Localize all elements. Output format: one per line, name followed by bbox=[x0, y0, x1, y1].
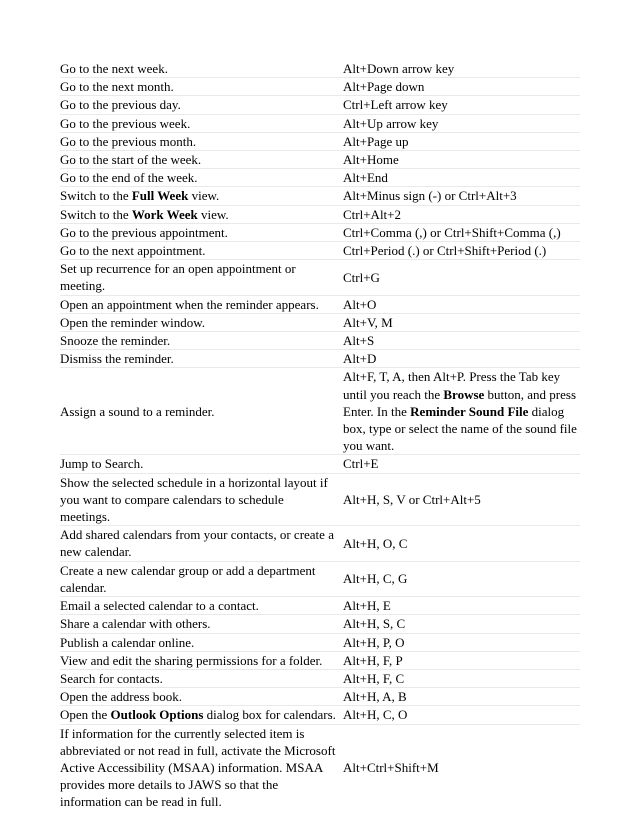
action-cell bbox=[60, 368, 343, 455]
shortcut-keys-cell bbox=[343, 114, 580, 132]
shortcut-keys-cell bbox=[343, 651, 580, 669]
table-row bbox=[60, 114, 580, 132]
table-row bbox=[60, 526, 580, 561]
table-row bbox=[60, 96, 580, 114]
text-segment: Ctrl+Left arrow key bbox=[343, 97, 448, 113]
text-segment: Open the bbox=[60, 707, 111, 723]
action-cell bbox=[60, 78, 343, 96]
text-segment: Alt+Minus sign (-) or Ctrl+Alt+3 bbox=[343, 188, 517, 204]
shortcut-keys-cell bbox=[343, 151, 580, 169]
shortcut-keys-cell bbox=[343, 205, 580, 223]
text-segment: Alt+Down arrow key bbox=[343, 61, 455, 76]
action-cell bbox=[60, 169, 343, 187]
text-segment: Alt+V, M bbox=[343, 314, 393, 330]
text-segment: view. bbox=[197, 206, 229, 222]
shortcut-keys-cell bbox=[343, 313, 580, 331]
text-segment: Alt+H, P, O bbox=[343, 634, 405, 650]
text-segment: Go to the end of the week. bbox=[60, 170, 198, 186]
text-segment: Alt+F, T, A, then Alt+P. Press the Tab key until you reach the bbox=[343, 369, 561, 402]
table-row bbox=[60, 651, 580, 669]
shortcut-keys-cell bbox=[343, 187, 580, 205]
shortcut-keys-cell bbox=[343, 78, 580, 96]
table-row bbox=[60, 332, 580, 350]
shortcut-keys-cell bbox=[343, 455, 580, 473]
shortcut-table bbox=[60, 60, 580, 811]
shortcut-keys-cell bbox=[343, 223, 580, 241]
table-row bbox=[60, 169, 580, 187]
table-row bbox=[60, 78, 580, 96]
text-segment: Alt+End bbox=[343, 170, 388, 186]
bold-text-segment: Work Week bbox=[131, 206, 198, 222]
action-cell bbox=[60, 455, 343, 473]
text-segment: dialog box, type or select the name of the sound file you want. bbox=[343, 403, 577, 454]
table-row bbox=[60, 132, 580, 150]
text-segment: Go to the previous week. bbox=[60, 115, 191, 131]
shortcut-keys-cell bbox=[343, 96, 580, 114]
text-segment: Open an appointment when the reminder appears. bbox=[60, 296, 319, 312]
bold-text-segment: Browse bbox=[443, 386, 485, 402]
action-cell bbox=[60, 669, 343, 687]
text-segment: Alt+H, F, P bbox=[343, 652, 403, 668]
text-segment: Go to the start of the week. bbox=[60, 152, 202, 168]
bold-text-segment: Reminder Sound File bbox=[410, 403, 529, 419]
table-row bbox=[60, 633, 580, 651]
shortcut-keys-cell bbox=[343, 368, 580, 455]
table-row bbox=[60, 295, 580, 313]
bold-text-segment: Outlook Options bbox=[110, 707, 204, 723]
text-segment: Add shared calendars from your contacts, or create a new calendar. bbox=[60, 527, 334, 560]
text-segment: Alt+Page down bbox=[343, 79, 425, 95]
action-cell bbox=[60, 473, 343, 526]
action-cell bbox=[60, 242, 343, 260]
text-segment: Alt+O bbox=[343, 296, 377, 312]
action-cell bbox=[60, 615, 343, 633]
action-cell bbox=[60, 151, 343, 169]
text-segment: Email a selected calendar to a contact. bbox=[60, 598, 259, 614]
shortcut-table-body bbox=[60, 60, 580, 811]
shortcut-keys-cell bbox=[343, 597, 580, 615]
shortcut-keys-cell bbox=[343, 724, 580, 811]
shortcut-keys-cell bbox=[343, 615, 580, 633]
shortcut-keys-cell bbox=[343, 633, 580, 651]
text-segment: View and edit the sharing permissions for a folder. bbox=[60, 652, 323, 668]
text-segment: Assign a sound to a reminder. bbox=[60, 403, 215, 419]
text-segment: Switch to the bbox=[60, 206, 132, 222]
text-segment: Show the selected schedule in a horizontal layout if you want to compare calendars to schedule meetings. bbox=[60, 474, 328, 525]
shortcut-keys-cell bbox=[343, 473, 580, 526]
table-row bbox=[60, 242, 580, 260]
text-segment: Dismiss the reminder. bbox=[60, 351, 174, 367]
text-segment: Go to the previous month. bbox=[60, 133, 197, 149]
shortcut-keys-cell bbox=[343, 350, 580, 368]
text-segment: Ctrl+E bbox=[343, 456, 379, 472]
shortcut-keys-cell bbox=[343, 561, 580, 596]
action-cell bbox=[60, 187, 343, 205]
text-segment: Open the reminder window. bbox=[60, 314, 206, 330]
document-page bbox=[60, 60, 580, 811]
text-segment: Switch to the bbox=[60, 188, 132, 204]
action-cell bbox=[60, 706, 343, 724]
text-segment: view. bbox=[188, 188, 220, 204]
action-cell bbox=[60, 526, 343, 561]
action-cell bbox=[60, 260, 343, 295]
text-segment: Search for contacts. bbox=[60, 670, 163, 686]
action-cell bbox=[60, 561, 343, 596]
table-row bbox=[60, 260, 580, 295]
table-row bbox=[60, 205, 580, 223]
table-row bbox=[60, 350, 580, 368]
shortcut-keys-cell bbox=[343, 688, 580, 706]
table-row bbox=[60, 455, 580, 473]
text-segment: Ctrl+Period (.) or Ctrl+Shift+Period (.) bbox=[343, 243, 547, 259]
text-segment: Open the address book. bbox=[60, 689, 183, 705]
text-segment: Alt+H, S, C bbox=[343, 616, 406, 632]
action-cell bbox=[60, 332, 343, 350]
text-segment: Go to the previous appointment. bbox=[60, 224, 228, 240]
action-cell bbox=[60, 597, 343, 615]
text-segment: Alt+S bbox=[343, 333, 375, 349]
table-row bbox=[60, 561, 580, 596]
text-segment: Alt+Page up bbox=[343, 133, 409, 149]
table-row bbox=[60, 724, 580, 811]
text-segment: Alt+Home bbox=[343, 152, 399, 168]
text-segment: Ctrl+Alt+2 bbox=[343, 206, 401, 222]
table-row bbox=[60, 368, 580, 455]
text-segment: Jump to Search. bbox=[60, 456, 144, 472]
action-cell bbox=[60, 724, 343, 811]
shortcut-keys-cell bbox=[343, 669, 580, 687]
text-segment: Create a new calendar group or add a department calendar. bbox=[60, 562, 316, 595]
bold-text-segment: Full Week bbox=[131, 188, 189, 204]
table-row bbox=[60, 597, 580, 615]
text-segment: Go to the next week. bbox=[60, 61, 168, 76]
table-row bbox=[60, 313, 580, 331]
action-cell bbox=[60, 223, 343, 241]
table-row bbox=[60, 706, 580, 724]
text-segment: Alt+H, E bbox=[343, 598, 391, 614]
action-cell bbox=[60, 114, 343, 132]
shortcut-keys-cell bbox=[343, 332, 580, 350]
action-cell bbox=[60, 295, 343, 313]
action-cell bbox=[60, 132, 343, 150]
shortcut-keys-cell bbox=[343, 295, 580, 313]
table-row bbox=[60, 615, 580, 633]
text-segment: Go to the next appointment. bbox=[60, 243, 206, 259]
text-segment: Alt+H, A, B bbox=[343, 689, 407, 705]
text-segment: Publish a calendar online. bbox=[60, 634, 195, 650]
shortcut-keys-cell bbox=[343, 60, 580, 78]
shortcut-keys-cell bbox=[343, 706, 580, 724]
action-cell bbox=[60, 651, 343, 669]
action-cell bbox=[60, 633, 343, 651]
action-cell bbox=[60, 350, 343, 368]
text-segment: Go to the next month. bbox=[60, 79, 174, 95]
table-row bbox=[60, 688, 580, 706]
text-segment: Share a calendar with others. bbox=[60, 616, 211, 632]
shortcut-keys-cell bbox=[343, 260, 580, 295]
text-segment: Alt+H, C, O bbox=[343, 707, 408, 723]
text-segment: button, and press Enter. In the bbox=[343, 386, 577, 419]
shortcut-keys-cell bbox=[343, 132, 580, 150]
text-segment: Alt+H, C, G bbox=[343, 571, 408, 587]
text-segment: Go to the previous day. bbox=[60, 97, 181, 113]
table-row bbox=[60, 223, 580, 241]
action-cell bbox=[60, 205, 343, 223]
table-row bbox=[60, 187, 580, 205]
action-cell bbox=[60, 688, 343, 706]
text-segment: Alt+H, O, C bbox=[343, 535, 408, 551]
text-segment: Snooze the reminder. bbox=[60, 333, 171, 349]
text-segment: Alt+H, F, C bbox=[343, 670, 405, 686]
text-segment: Ctrl+G bbox=[343, 269, 380, 285]
text-segment: Alt+Ctrl+Shift+M bbox=[343, 759, 439, 775]
text-segment: Alt+H, S, V or Ctrl+Alt+5 bbox=[343, 491, 481, 507]
table-row bbox=[60, 473, 580, 526]
text-segment: Alt+D bbox=[343, 351, 377, 367]
action-cell bbox=[60, 60, 343, 78]
text-segment: If information for the currently selected item is abbreviated or not read in full, activate the Microsoft Active Accessibility (MSAA) information. MSAA provides more details to JAWS so that the information can be read in full. bbox=[60, 725, 336, 810]
table-row bbox=[60, 669, 580, 687]
action-cell bbox=[60, 96, 343, 114]
shortcut-keys-cell bbox=[343, 526, 580, 561]
text-segment: dialog box for calendars. bbox=[203, 707, 336, 723]
shortcut-keys-cell bbox=[343, 242, 580, 260]
text-segment: Set up recurrence for an open appointment or meeting. bbox=[60, 261, 296, 294]
table-row bbox=[60, 151, 580, 169]
text-segment: Ctrl+Comma (,) or Ctrl+Shift+Comma (,) bbox=[343, 224, 561, 240]
action-cell bbox=[60, 313, 343, 331]
shortcut-keys-cell bbox=[343, 169, 580, 187]
text-segment: Alt+Up arrow key bbox=[343, 115, 439, 131]
table-row bbox=[60, 60, 580, 78]
